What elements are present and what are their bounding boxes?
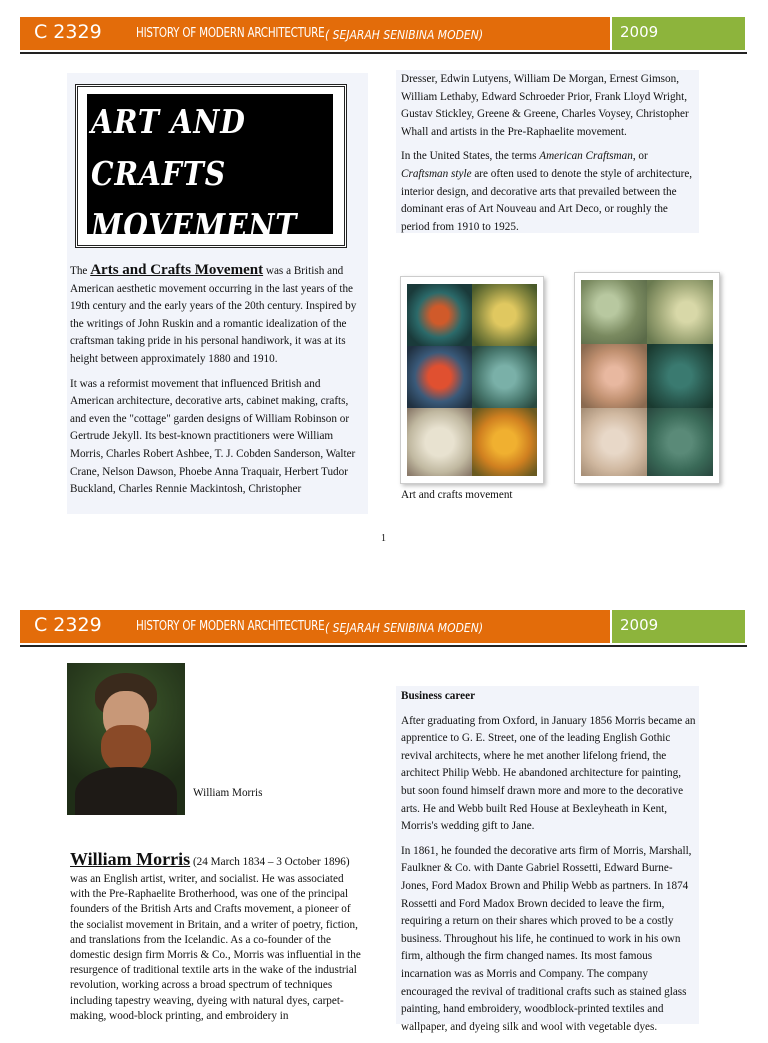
p2-em2: Craftsman style [401,167,472,180]
pattern-image-2 [574,272,720,484]
morris-bio [70,849,366,1024]
header-year: 2009 [620,616,659,634]
pattern-tile [647,344,713,408]
morris-name[interactable]: William Morris [70,849,191,869]
title-line-1: ART AND [91,102,246,141]
career-text [401,688,697,1043]
right-paragraph-2 [401,148,697,236]
pattern-tile [407,346,472,408]
title-box [75,84,347,248]
pattern-image-1 [400,276,544,484]
header-orange-bar [20,610,610,643]
page-header [20,610,747,647]
right-text [401,71,697,243]
portrait-body [75,767,177,815]
header-year: 2009 [620,23,659,41]
career-paragraph-2: In 1861, he founded the decorative arts firm of Morris, Marshall, Faulkner & Co. with Dante Gabriel Rossetti, Edward Burne-Jones, Ford Madox Brown and Philip Webb as partners. In 1874 Rossetti and Ford Madox Brown decided to leave the firm, requiring a return on their shares which proved to be a costly business. Throughout his life, he continued to work in his own firm, although the firm changed names. Its most famous incarnation was as Morris and Company. The company encouraged the revival of traditional crafts such as stained glass painting, hand embroidery, woodblock-printed textiles and wallpaper, and dyeing silk and wool with vegetable dyes. [401,844,692,1033]
image-caption: Art and crafts movement [401,489,513,501]
morris-bio-text: was an English artist, writer, and socialist. He was associated with the Pre-Raphaelite Brotherhood, was one of the principal founders of the British Arts and Crafts movement, a pioneer of the socialist movement in Britain, and a writer of poetry, fiction, and translations from the Icelandic. As a co-founder of the domestic design firm Morris & Co., Morris was influential in the resurgence of traditional textile arts in the wake of the industrial revolution, working across a broad spectrum of techniques including tapestry weaving, dyeing with natural dyes, carpet-making, wood-block printing, and embroidery in [70,873,361,1022]
intro-text [70,262,366,506]
course-title: HISTORY OF MODERN ARCHITECTURE [136,26,325,41]
pattern-tile [581,344,647,408]
pattern-tile [581,408,647,476]
intro-prefix: The [70,265,91,277]
career-heading: Business career [401,690,476,702]
header-green-bar [612,17,745,50]
course-code: C 2329 [34,614,102,636]
title-black-box [87,94,333,245]
intro-body: was a British and American aesthetic movement occurring in the last years of the 19th century and the early years of the 20th century. Inspired by the writings of John Ruskin and a romantic idealization of the craftsman taking pride in his personal handiwork, it was at its height between approximately 1880 and 1910. [70,265,357,365]
pattern-tile [647,408,713,476]
morris-heading-line [70,849,366,872]
intro-paragraph [70,262,366,369]
p2-post: are often used to denote the style of architecture, interior design, and decorative arts that prevailed between the dominant eras of Art Nouveau and Art Deco, or roughly the period from 1910 to 1925. [401,167,693,233]
course-title: HISTORY OF MODERN ARCHITECTURE [136,619,325,634]
william-morris-portrait [67,663,185,815]
pattern-tile [472,346,537,408]
morris-dates: (24 March 1834 – 3 October 1896) [190,856,350,868]
page-header [20,17,747,54]
document-title [91,96,297,252]
career-paragraph-1: After graduating from Oxford, in January 1856 Morris became an apprentice to G. E. Street, one of the leading English Gothic revival architects, where he met another lifelong friend, the architect Philip Webb. He abandoned architecture for painting, but soon found himself drawn more and more to the decorative arts. He and Webb built Red House at Bexleyheath in Kent, Morris's wedding gift to Jane. [401,714,696,833]
pattern-tile [407,408,472,476]
header-orange-bar [20,17,610,50]
course-title-malay: ( SEJARAH SENIBINA MODEN) [325,621,484,635]
page-number: 1 [381,533,386,544]
pattern-tile [647,280,713,344]
arts-crafts-link[interactable]: Arts and Crafts Movement [90,262,264,278]
pattern-tile [407,284,472,346]
portrait-beard [101,725,151,773]
course-code: C 2329 [34,21,102,43]
title-line-3: MOVEMENT [91,206,298,245]
pattern-tile [472,284,537,346]
p2-mid: , or [632,150,648,163]
right-paragraph-1: Dresser, Edwin Lutyens, William De Morgan, Ernest Gimson, William Lethaby, Edward Schroeder Prior, Frank Lloyd Wright, Gustav Stickley, Greene & Greene, Charles Voysey, Christopher Whall and artists in the Pre-Raphaelite movement. [401,73,689,138]
header-green-bar [612,610,745,643]
pattern-tile [581,280,647,344]
pattern-tile [472,408,537,476]
portrait-caption: William Morris [193,787,263,799]
p2-em1: American Craftsman [539,150,633,163]
practitioners-paragraph: It was a reformist movement that influenced British and American architecture, decorative arts, cabinet making, crafts, and even the "cottage" garden designs of William Robinson or Gertrude Jekyll. Its best-known practitioners were William Morris, Charles Robert Ashbee, T. J. Cobden Sanderson, Walter Crane, Nelson Dawson, Phoebe Anna Traquair, Herbert Tudor Buckland, Charles Rennie Mackintosh, Christopher [70,377,356,496]
course-title-malay: ( SEJARAH SENIBINA MODEN) [325,28,484,42]
p2-pre: In the United States, the terms [401,150,540,163]
title-line-2: CRAFTS [91,154,227,193]
